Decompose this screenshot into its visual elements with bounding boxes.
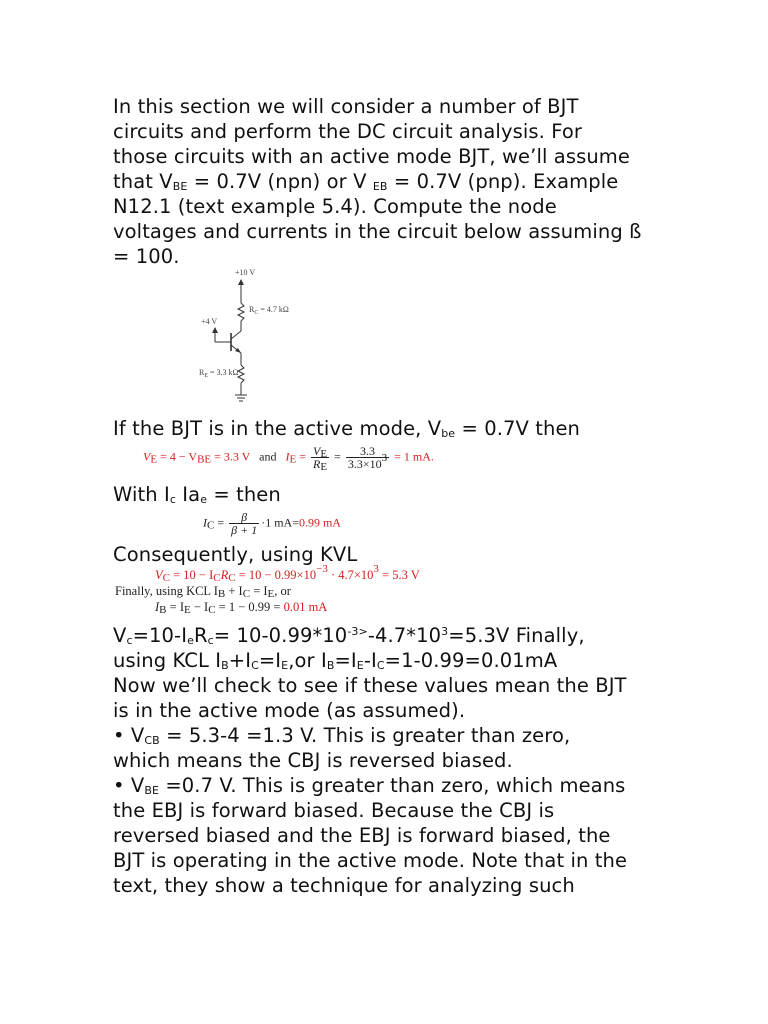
text-line: Consequently, using KVL [113, 543, 358, 566]
text-line: that $V_{BE} = 0.7V$ (npn) or V $_{EB}$ = 0.7V (pnp). Example [113, 170, 619, 193]
equation-line: Finally, using KCL $I_B + I_C = I_E$, or [115, 584, 291, 600]
text-line: = 100. [113, 245, 180, 268]
text-line: text, they show a technique for analyzing such [113, 874, 575, 897]
with-ic-line [113, 482, 673, 507]
document-page [113, 94, 673, 898]
bullet-line: • $V_{CB} = 5.3-4 =1.3$ V. This is greater than zero, [113, 724, 571, 747]
analysis-paragraph [113, 623, 673, 898]
base-voltage-label: +4 V [201, 317, 218, 326]
emitter-equation: $V_E = 4 - V_{BE} = 3.3$ V and $I_E$ = $\frac{V_E}{R_E}$ = $\frac{3.3}{3.3\times 10^3}$ = 1 mA. [143, 444, 434, 473]
text-line: With $I_c$ $Ia_e$ = then [113, 483, 281, 506]
text-line: Now we’ll check to see if these values mean the BJT [113, 674, 627, 697]
circuit-diagram [199, 268, 291, 410]
kvl-line [113, 542, 673, 567]
bjt-circuit-schematic [201, 275, 291, 410]
text-line: BJT is operating in the active mode. Note that in the [113, 849, 628, 872]
equation-line: $V_C = 10 - I_CR_C = 10 - 0.99\times 10^{-3} \cdot 4.7\times 10^3 = 5.3$ V [155, 563, 420, 584]
text-line: reversed biased and the EBJ is forward biased, the [113, 824, 611, 847]
intro-paragraph [113, 94, 673, 269]
equation-line: $I_B = I_E - I_C = 1 - 0.99 = 0.01$ mA [155, 600, 328, 616]
text-line: using KCL $I_B+I_C=I_E,or$ $I_B=I_E-I_C=1-0.99=0.01mA$ [113, 649, 558, 672]
text-line: the EBJ is forward biased. Because the CBJ is [113, 799, 555, 822]
text-line: is in the active mode (as assumed). [113, 699, 466, 722]
text-line: If the BJT is in the active mode, $V_{be} = 0.7V$ then [113, 417, 581, 440]
bullet-line: • $V_{BE} =0.7$ V. This is greater than zero, which means [113, 774, 626, 797]
text-line: circuits and perform the DC circuit analysis. For [113, 120, 582, 143]
text-line: In this section we will consider a number of BJT [113, 95, 579, 118]
text-line: voltages and currents in the circuit below assuming ß [113, 220, 642, 243]
rc-label: $R_C = 4.7$ kΩ [249, 305, 289, 316]
active-mode-line [113, 416, 673, 441]
text-line: which means the CBJ is reversed biased. [113, 749, 513, 772]
kvl-kcl-equations [115, 563, 673, 616]
re-label: $R_E = 3.3$ kΩ [199, 368, 239, 379]
text-line: N12.1 (text example 5.4). Compute the node [113, 195, 557, 218]
text-line: $V_c=10-I_eR_c= 10-0.99*10^{-3>}-4.7*10^3=5.3V$ Finally, [113, 624, 585, 647]
collector-current-equation: $I_C$ = $\frac{\beta}{\beta + 1}$ ·1 mA=0.99 mA [203, 510, 341, 537]
text-line: those circuits with an active mode BJT, we’ll assume [113, 145, 630, 168]
supply-label: +10 V [235, 268, 256, 277]
